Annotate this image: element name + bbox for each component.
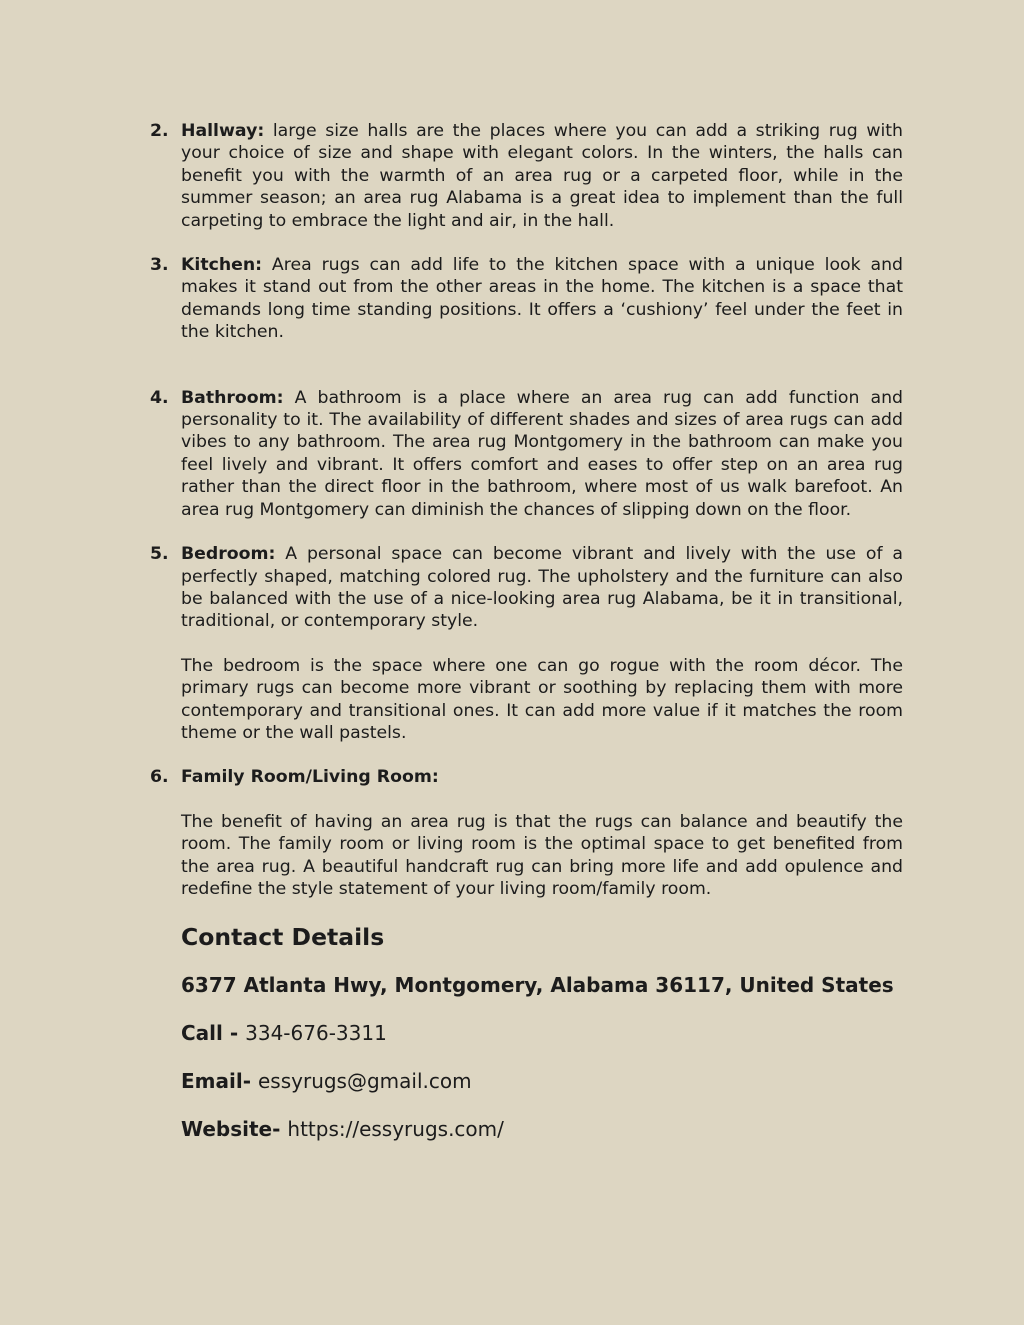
email-value: essyrugs@gmail.com bbox=[257, 1069, 472, 1094]
item-text: large size halls are the places where you can add a striking rug with your choice of size and shape with elegant colors. In the winters, the halls can benefit you with the warmth of an area rug or a carpeted floor, while in the summer season; an area rug Alabama is a great idea to implement than the full carpeting to embrace the light and air, in the hall. bbox=[181, 121, 903, 231]
list-item-bedroom bbox=[150, 543, 903, 633]
item-label: Family Room/Living Room: bbox=[181, 767, 439, 788]
list-item-family-room bbox=[150, 766, 903, 788]
contact-email bbox=[181, 1068, 1024, 1094]
website-label: Website- bbox=[181, 1117, 288, 1142]
item-label: Bathroom: bbox=[181, 387, 284, 408]
contact-address: 6377 Atlanta Hwy, Montgomery, Alabama 36117, United States bbox=[181, 973, 894, 998]
contact-call bbox=[181, 1020, 1024, 1046]
family-room-paragraph: The benefit of having an area rug is that the rugs can balance and beautify the room. The family room or living room is the optimal space to get benefited from the area rug. A beautiful handcraft rug can bring more life and add opulence and redefine the style statement of your living room/family room. bbox=[181, 811, 903, 899]
call-label: Call - bbox=[181, 1021, 246, 1046]
contact-title: Contact Details bbox=[181, 923, 385, 952]
item-text: Area rugs can add life to the kitchen space with a unique look and makes it stand out from the other areas in the home. The kitchen is a space that demands long time standing positions. It offers a ‘cushiony’ feel under the feet in the kitchen. bbox=[181, 255, 903, 343]
list-item-kitchen bbox=[150, 254, 903, 344]
item-label: Hallway: bbox=[181, 121, 265, 141]
contact-website bbox=[181, 1116, 1024, 1142]
item-number: 6. bbox=[150, 767, 169, 788]
list-item-bathroom bbox=[150, 387, 903, 521]
list-item-hallway bbox=[150, 120, 903, 232]
item-number: 4. bbox=[150, 387, 169, 408]
item-text: A bathroom is a place where an area rug can add function and personality to it. The availability of different shades and sizes of area rugs can add vibes to any bathroom. The area rug Montgomery in the bathroom can make you feel lively and vibrant. It offers comfort and eases to offer step on an area rug rather than the direct floor in the bathroom, where most of us walk barefoot. An area rug Montgomery can diminish the chances of slipping down on the floor. bbox=[181, 387, 903, 520]
item-label: Bedroom: bbox=[181, 544, 276, 565]
item-number: 2. bbox=[150, 121, 169, 141]
bedroom-extra-paragraph: The bedroom is the space where one can go rogue with the room décor. The primary rugs can become more vibrant or soothing by replacing them with more contemporary and transitional ones. It can add more value if it matches the room theme or the wall pastels. bbox=[181, 655, 903, 743]
item-label: Kitchen: bbox=[181, 255, 263, 276]
email-label: Email- bbox=[181, 1069, 258, 1094]
item-text: A personal space can become vibrant and lively with the use of a perfectly shaped, matching colored rug. The upholstery and the furniture can also be balanced with the use of a nice-looking area rug Alabama, be it in transitional, traditional, or contemporary style. bbox=[181, 544, 903, 632]
call-value: 334-676-3311 bbox=[245, 1021, 387, 1046]
website-value: https://essyrugs.com/ bbox=[287, 1117, 504, 1142]
item-number: 5. bbox=[150, 544, 169, 565]
item-number: 3. bbox=[150, 255, 169, 276]
